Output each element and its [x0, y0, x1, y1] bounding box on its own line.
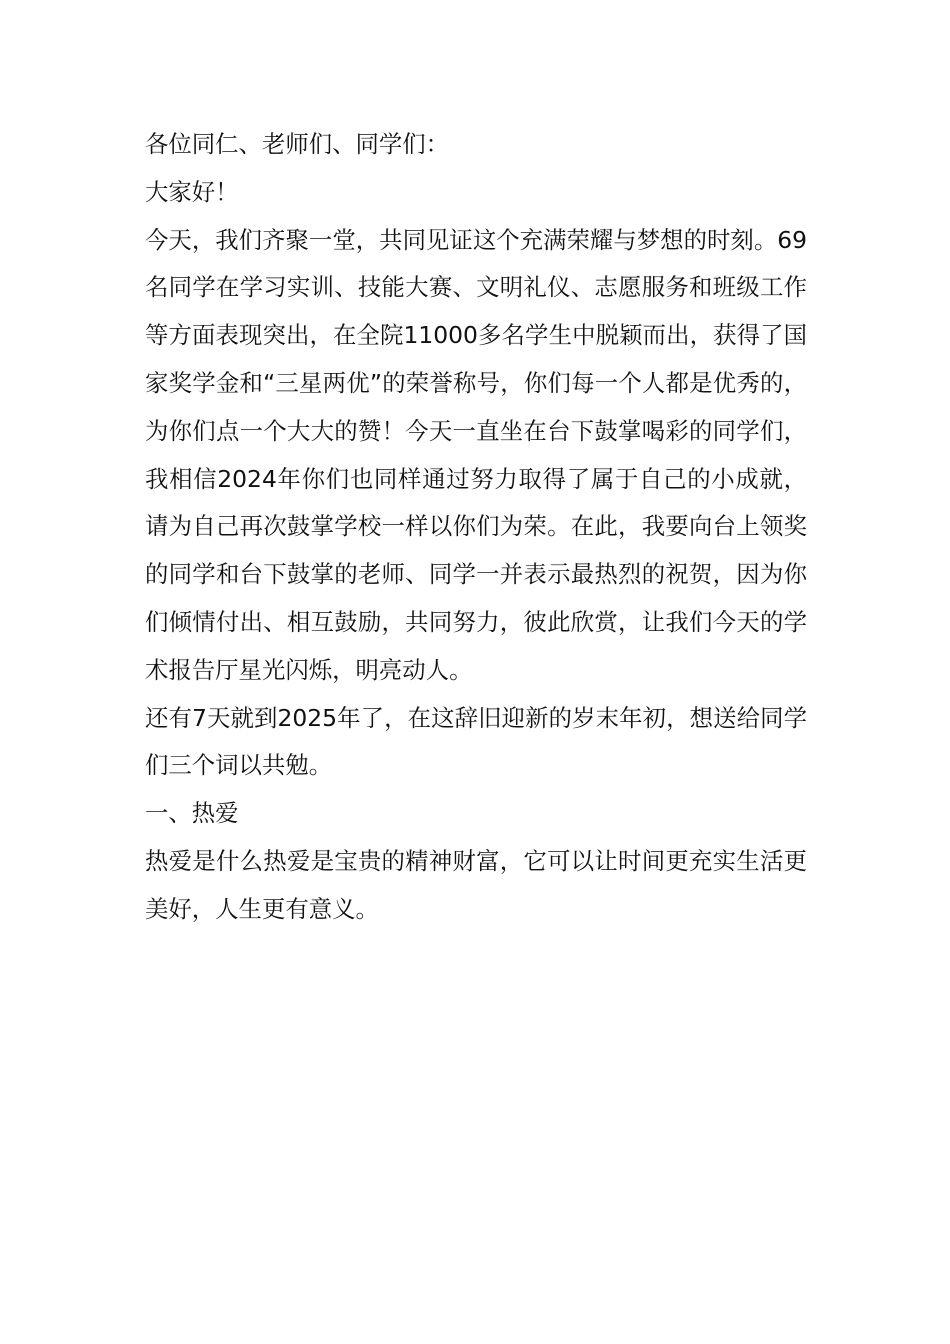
greeting: 大家好！ — [145, 177, 239, 206]
document-page — [145, 121, 807, 934]
body-paragraph-3: 热爱是什么热爱是宝贵的精神财富，它可以让时间更充实生活更美好，人生更有意义。 — [145, 846, 807, 923]
body-paragraph-2: 还有7天就到2025年了，在这辞旧迎新的岁末年初，想送给同学们三个词以共勉。 — [145, 703, 807, 780]
section-heading: 一、热爱 — [145, 799, 239, 828]
salutation: 各位同仁、老师们、同学们： — [145, 130, 450, 158]
body-paragraph-1: 今天，我们齐聚一堂，共同见证这个充满荣耀与梦想的时刻。69名同学在学习实训、技能大赛、文明礼仪、志愿服务和班级工作等方面表现突出，在全院11000多名学生中脱颖而出，获得了国家奖学金和“三星两优”的荣誉称号，你们每一个人都是优秀的，为你们点一个大大的赞！今天一直坐在台下鼓掌喝彩的同学们，我相信2024年你们也同样通过努力取得了属于自己的小成就，请为自己再次鼓掌学校一样以你们为荣。在此，我要向台上领奖的同学和台下鼓掌的老师、同学一并表示最热烈的祝贺，因为你们倾情付出、相互鼓励，共同努力，彼此欣赏，让我们今天的学术报告厅星光闪烁，明亮动人。 — [145, 225, 807, 684]
